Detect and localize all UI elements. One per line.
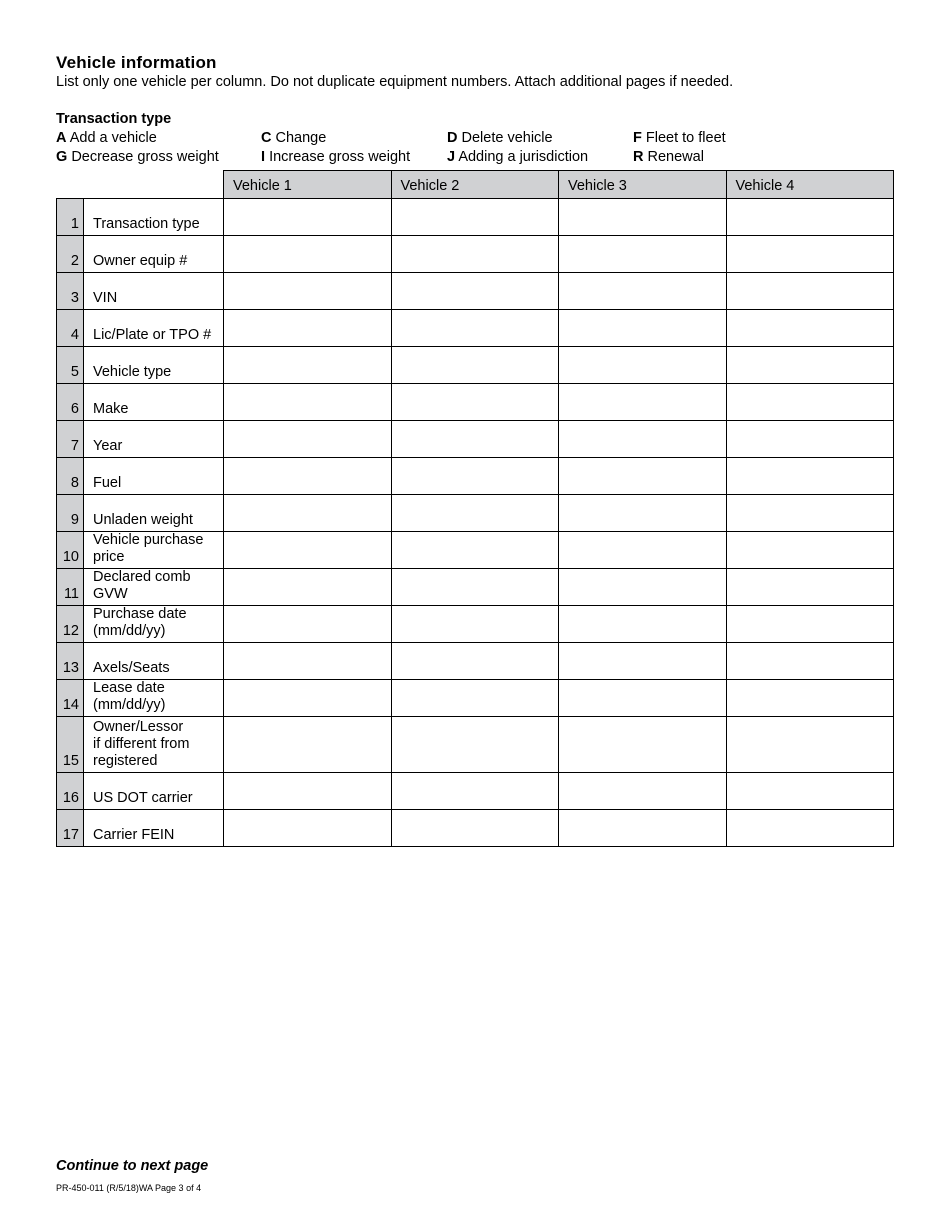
legend-item-a: A Add a vehicle — [56, 130, 157, 146]
row-label: Purchase date (mm/dd/yy) — [84, 606, 224, 643]
vehicle-1-field[interactable] — [224, 458, 392, 495]
vehicle-4-field[interactable] — [726, 236, 894, 273]
vehicle-3-field[interactable] — [559, 643, 727, 680]
page-instructions: List only one vehicle per column. Do not duplicate equipment numbers. Attach additional pages if needed. — [56, 74, 734, 90]
row-number: 6 — [57, 384, 84, 421]
vehicle-2-field[interactable] — [391, 717, 559, 773]
table-row — [57, 680, 894, 717]
legend-item-f: F Fleet to fleet — [633, 130, 726, 146]
table-row — [57, 606, 894, 643]
row-number: 5 — [57, 347, 84, 384]
table-row — [57, 643, 894, 680]
vehicle-3-field[interactable] — [559, 236, 727, 273]
vehicle-4-field[interactable] — [726, 810, 894, 847]
vehicle-2-field[interactable] — [391, 569, 559, 606]
table-row — [57, 532, 894, 569]
vehicle-4-field[interactable] — [726, 773, 894, 810]
row-number: 8 — [57, 458, 84, 495]
vehicle-2-field[interactable] — [391, 495, 559, 532]
vehicle-1-field[interactable] — [224, 643, 392, 680]
row-label: Transaction type — [84, 199, 224, 236]
transaction-type-legend — [56, 129, 756, 169]
vehicle-3-field[interactable] — [559, 273, 727, 310]
table-row — [57, 236, 894, 273]
vehicle-2-field[interactable] — [391, 347, 559, 384]
vehicle-4-field[interactable] — [726, 532, 894, 569]
row-label: Vehicle purchase price — [84, 532, 224, 569]
vehicle-3-field[interactable] — [559, 458, 727, 495]
vehicle-2-field[interactable] — [391, 421, 559, 458]
table-row — [57, 569, 894, 606]
vehicle-2-field[interactable] — [391, 458, 559, 495]
vehicle-1-field[interactable] — [224, 236, 392, 273]
vehicle-3-field[interactable] — [559, 421, 727, 458]
row-number: 13 — [57, 643, 84, 680]
row-number: 14 — [57, 680, 84, 717]
vehicle-3-field[interactable] — [559, 569, 727, 606]
legend-item-g: G Decrease gross weight — [56, 149, 219, 165]
legend-item-d: D Delete vehicle — [447, 130, 553, 146]
table-corner — [57, 171, 224, 199]
row-label: Owner equip # — [84, 236, 224, 273]
vehicle-1-field[interactable] — [224, 495, 392, 532]
vehicle-3-field[interactable] — [559, 606, 727, 643]
table-row — [57, 384, 894, 421]
table-row — [57, 458, 894, 495]
table-row — [57, 199, 894, 236]
vehicle-1-field[interactable] — [224, 273, 392, 310]
form-number: PR-450-011 (R/5/18)WA Page 3 of 4 — [56, 1183, 202, 1193]
continue-note: Continue to next page — [56, 1158, 209, 1174]
row-number: 1 — [57, 199, 84, 236]
row-number: 10 — [57, 532, 84, 569]
row-label: Declared comb GVW — [84, 569, 224, 606]
vehicle-3-field[interactable] — [559, 810, 727, 847]
legend-item-c: C Change — [261, 130, 327, 146]
vehicle-1-field[interactable] — [224, 384, 392, 421]
row-label: Year — [84, 421, 224, 458]
vehicle-3-field[interactable] — [559, 347, 727, 384]
column-header-vehicle-3: Vehicle 3 — [559, 171, 727, 199]
table-row — [57, 810, 894, 847]
row-label: Vehicle type — [84, 347, 224, 384]
table-row — [57, 273, 894, 310]
table-row — [57, 495, 894, 532]
vehicle-4-field[interactable] — [726, 347, 894, 384]
table-row — [57, 347, 894, 384]
row-label: Make — [84, 384, 224, 421]
row-number: 9 — [57, 495, 84, 532]
row-number: 11 — [57, 569, 84, 606]
vehicle-2-field[interactable] — [391, 384, 559, 421]
vehicle-1-field[interactable] — [224, 773, 392, 810]
vehicle-1-field[interactable] — [224, 810, 392, 847]
vehicle-2-field[interactable] — [391, 773, 559, 810]
row-label: Axels/Seats — [84, 643, 224, 680]
vehicle-2-field[interactable] — [391, 273, 559, 310]
legend-item-r: R Renewal — [633, 149, 704, 165]
vehicle-3-field[interactable] — [559, 310, 727, 347]
row-label: VIN — [84, 273, 224, 310]
vehicle-2-field[interactable] — [391, 310, 559, 347]
row-number: 17 — [57, 810, 84, 847]
row-number: 15 — [57, 717, 84, 773]
vehicle-2-field[interactable] — [391, 606, 559, 643]
vehicle-4-field[interactable] — [726, 458, 894, 495]
vehicle-2-field[interactable] — [391, 680, 559, 717]
vehicle-table — [56, 170, 894, 847]
vehicle-4-field[interactable] — [726, 495, 894, 532]
row-number: 16 — [57, 773, 84, 810]
vehicle-table-body — [57, 199, 894, 847]
row-label: Fuel — [84, 458, 224, 495]
vehicle-1-field[interactable] — [224, 680, 392, 717]
vehicle-3-field[interactable] — [559, 680, 727, 717]
vehicle-3-field[interactable] — [559, 199, 727, 236]
row-number: 2 — [57, 236, 84, 273]
vehicle-1-field[interactable] — [224, 606, 392, 643]
vehicle-2-field[interactable] — [391, 236, 559, 273]
vehicle-3-field[interactable] — [559, 773, 727, 810]
table-row — [57, 717, 894, 773]
vehicle-1-field[interactable] — [224, 717, 392, 773]
vehicle-2-field[interactable] — [391, 643, 559, 680]
row-label: Unladen weight — [84, 495, 224, 532]
vehicle-3-field[interactable] — [559, 495, 727, 532]
vehicle-3-field[interactable] — [559, 532, 727, 569]
vehicle-1-field[interactable] — [224, 569, 392, 606]
vehicle-4-field[interactable] — [726, 273, 894, 310]
vehicle-4-field[interactable] — [726, 680, 894, 717]
vehicle-1-field[interactable] — [224, 310, 392, 347]
vehicle-4-field[interactable] — [726, 421, 894, 458]
row-label: Lease date (mm/dd/yy) — [84, 680, 224, 717]
row-number: 12 — [57, 606, 84, 643]
vehicle-2-field[interactable] — [391, 810, 559, 847]
vehicle-3-field[interactable] — [559, 384, 727, 421]
table-row — [57, 421, 894, 458]
vehicle-1-field[interactable] — [224, 532, 392, 569]
row-number: 7 — [57, 421, 84, 458]
vehicle-4-field[interactable] — [726, 384, 894, 421]
column-header-vehicle-4: Vehicle 4 — [726, 171, 894, 199]
legend-item-j: J Adding a jurisdiction — [447, 149, 589, 165]
row-number: 4 — [57, 310, 84, 347]
vehicle-4-field[interactable] — [726, 310, 894, 347]
column-header-vehicle-1: Vehicle 1 — [224, 171, 392, 199]
table-row — [57, 310, 894, 347]
row-label: Owner/Lessor if different from registered — [84, 717, 224, 773]
row-label: Lic/Plate or TPO # — [84, 310, 224, 347]
vehicle-4-field[interactable] — [726, 569, 894, 606]
vehicle-4-field[interactable] — [726, 717, 894, 773]
legend-item-i: I Increase gross weight — [261, 149, 411, 165]
row-label: Carrier FEIN — [84, 810, 224, 847]
column-header-vehicle-2: Vehicle 2 — [391, 171, 559, 199]
vehicle-1-field[interactable] — [224, 347, 392, 384]
vehicle-1-field[interactable] — [224, 421, 392, 458]
vehicle-3-field[interactable] — [559, 717, 727, 773]
table-row — [57, 773, 894, 810]
row-number: 3 — [57, 273, 84, 310]
vehicle-4-field[interactable] — [726, 199, 894, 236]
vehicle-2-field[interactable] — [391, 199, 559, 236]
vehicle-2-field[interactable] — [391, 532, 559, 569]
vehicle-1-field[interactable] — [224, 199, 392, 236]
vehicle-4-field[interactable] — [726, 606, 894, 643]
page-title: Vehicle information — [56, 53, 217, 72]
row-label: US DOT carrier — [84, 773, 224, 810]
transaction-type-heading: Transaction type — [56, 111, 172, 127]
vehicle-4-field[interactable] — [726, 643, 894, 680]
